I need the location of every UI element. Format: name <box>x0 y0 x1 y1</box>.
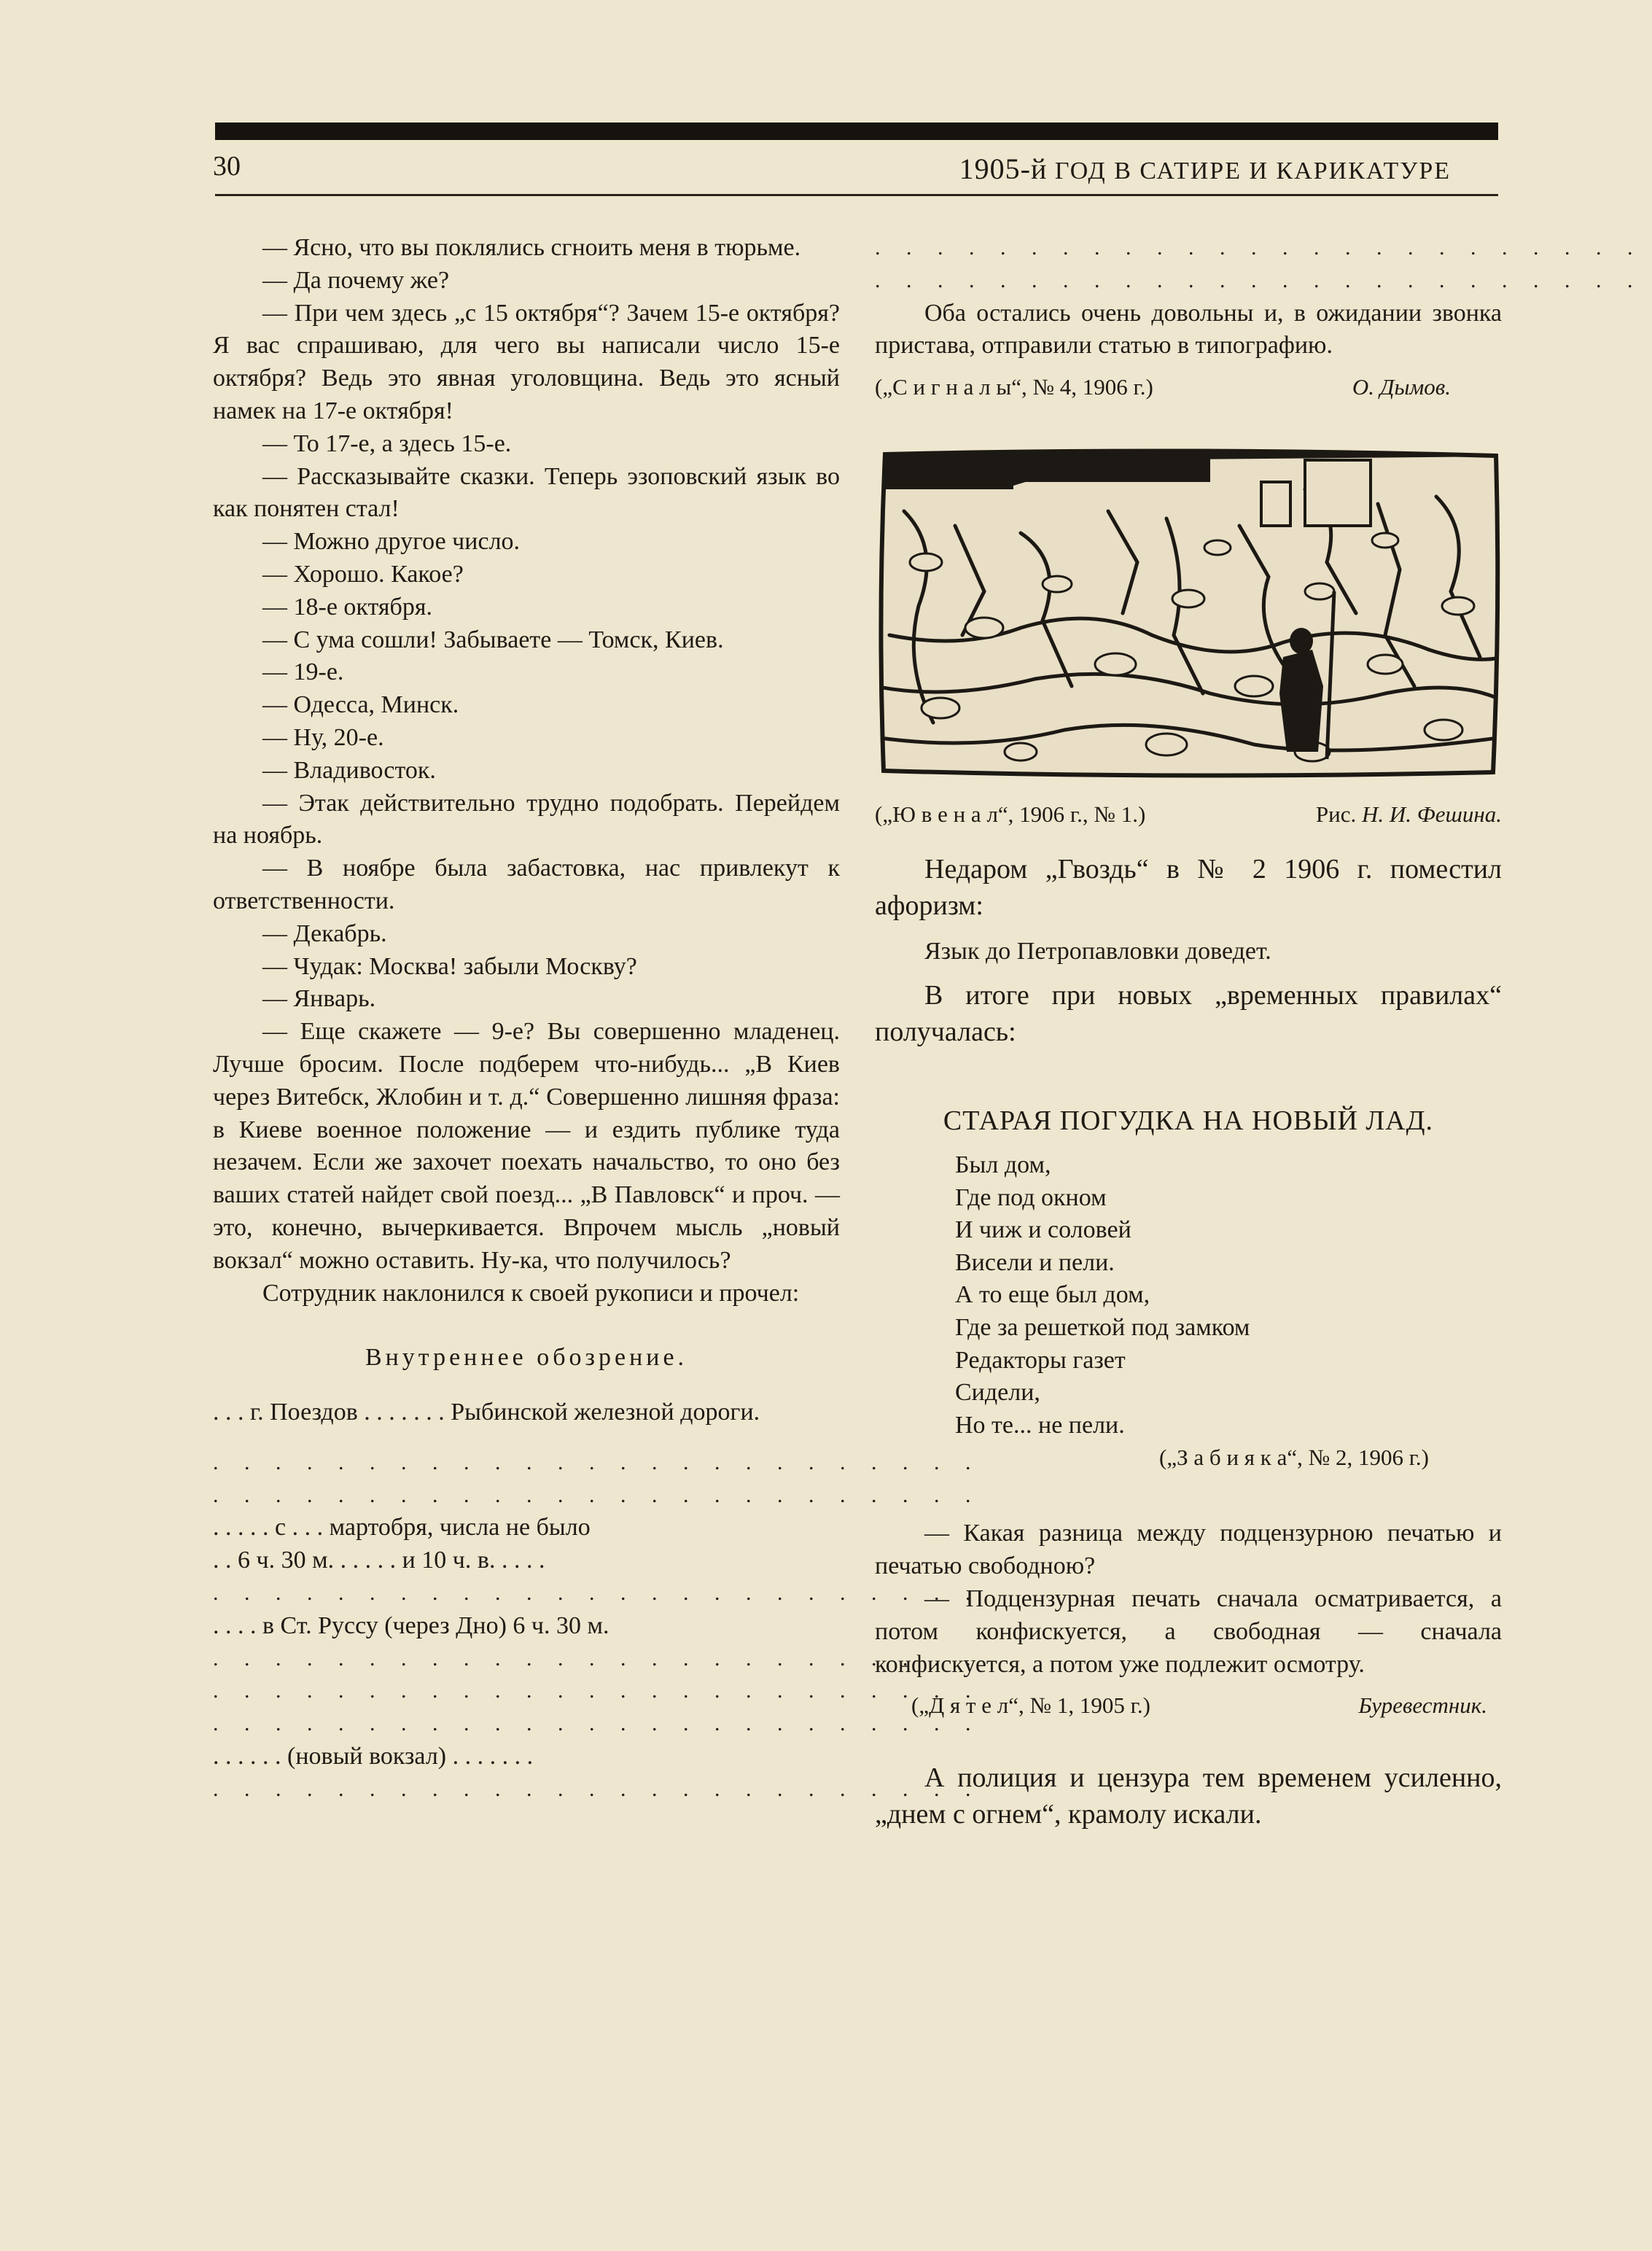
narration-paragraph: В итоге при новых „временных правилах“ получалась: <box>875 979 1502 1047</box>
narration-paragraph: Сотрудник наклонился к своей рукописи и прочел: <box>262 1279 800 1307</box>
dialogue-line: — Ясно, что вы поклялись сгноить меня в тюрьме. <box>262 234 801 261</box>
dialogue-line: — Ну, 20-е. <box>262 723 384 751</box>
caption-prefix: Рис. <box>1315 801 1362 828</box>
ellipsis-row: . . . . . . . . . . . . . . . . . . . . . . . . . <box>213 1646 981 1671</box>
dialogue-line: — Этак действительно трудно подобрать. Перейдем на ноябрь. <box>213 789 840 850</box>
dialogue-line: — Январь. <box>262 985 376 1013</box>
dialogue-line: — Хорошо. Какое? <box>262 560 464 588</box>
caption-artist: Н. И. Фешина. <box>1362 801 1502 828</box>
poem-line: И чиж и соловей <box>955 1216 1131 1244</box>
dialogue-line: — Рассказывайте сказки. Теперь эзоповский язык во как понятен стал! <box>213 462 840 523</box>
dialogue-line: — 18-е октября. <box>262 593 432 621</box>
review-title: Внутреннее обозрение. <box>365 1344 688 1372</box>
source-citation <box>875 1690 1502 1722</box>
right-column <box>875 232 1643 1832</box>
dialogue-line: — Подцензурная печать сначала осматривается, а потом конфискуется, а свободная — сначала конфискуется, а потом уже подлежит осмотру. <box>875 1585 1502 1678</box>
page-number: 30 <box>213 151 241 182</box>
narration-paragraph: Недаром „Гвоздь“ в № 2 1906 г. поместил афоризм: <box>875 854 1502 922</box>
running-head <box>959 152 1451 186</box>
citation-source: („З а б и я к а“, № 2, 1906 г.) <box>1159 1445 1429 1471</box>
poem-line: Висели и пели. <box>955 1248 1115 1276</box>
poem-line: Но те... не пели. <box>955 1411 1125 1439</box>
poem-line: Где под окном <box>955 1183 1107 1211</box>
review-line: . . . . . с . . . мартобря, числа не было <box>213 1514 591 1542</box>
source-citation <box>875 371 1502 403</box>
dialogue-line: — В ноябре была забастовка, нас привлекут к ответственности. <box>213 855 840 914</box>
ellipsis-row: . . . . . . . . . . . . . . . . . . . . . . . . . <box>213 1679 981 1703</box>
narration-paragraph: А полиция и цензура тем временем усиленно, „днем с огнем“, крамолу искали. <box>875 1762 1502 1830</box>
poem-line: А то еще был дом, <box>955 1281 1150 1309</box>
narration-paragraph: Оба остались очень довольны и, в ожидании звонка пристава, отправили статью в типографию. <box>875 299 1502 359</box>
ellipsis-row: . . . . . . . . . . . . . . . . . . . . . . . . . <box>213 1711 981 1736</box>
poem-line: Где за решеткой под замком <box>955 1313 1250 1341</box>
poem-line: Сидели, <box>955 1379 1040 1407</box>
poem-line: Редакторы газет <box>955 1346 1126 1374</box>
ellipsis-row: . . . . . . . . . . . . . . . . . . . . . . . . . <box>213 1450 981 1474</box>
ellipsis-row: . . . . . . . . . . . . . . . . . . . . . . . . . <box>213 1482 981 1507</box>
dialogue-line: — При чем здесь „с 15 октября“? Зачем 15-е октября? Я вас спрашиваю, для чего вы написали число 15-е октября? Ведь это явная уголовщина. Ведь это ясный намек на 17-е октября! <box>213 299 840 424</box>
poem-title: СТАРАЯ ПОГУДКА НА НОВЫЙ ЛАД. <box>943 1105 1434 1136</box>
dialogue-line: — Да почему же? <box>262 266 450 294</box>
dialogue-line: — Чудак: Москва! забыли Москву? <box>262 952 637 980</box>
poem-line: Был дом, <box>955 1151 1051 1178</box>
aphorism: Язык до Петропавловки доведет. <box>924 938 1271 965</box>
review-line: . . 6 ч. 30 м. . . . . . и 10 ч. в. . . . . <box>213 1547 545 1574</box>
dialogue-line: — Еще скажете — 9-е? Вы совершенно младенец. Лучше бросим. После подберем что-нибудь... „В Киев через Витебск, Жлобин и т. д.“ Совершенно лишняя фраза: в Киеве военное положение — и ездить публике туда незачем. Если же захочет поехать начальство, то оно без ваших статей найдет свой поезд... „В Павловск“ и проч. — это, конечно, вычеркивается. Впрочем мысль „новый вокзал“ можно оставить. Ну-ка, что получилось? <box>213 1018 840 1274</box>
citation-source: („С и г н а л ы“, № 4, 1906 г.) <box>875 374 1153 400</box>
dialogue-line: — То 17-е, а здесь 15-е. <box>262 429 512 457</box>
engraving-icon <box>875 446 1503 781</box>
review-line: . . . . . . (новый вокзал) . . . . . . . <box>213 1743 534 1770</box>
dialogue-line: — Владивосток. <box>262 756 436 784</box>
dialogue-line: — Одесса, Минск. <box>262 691 459 719</box>
dialogue-line: — С ума сошли! Забываете — Томск, Киев. <box>262 626 724 653</box>
illustration <box>875 446 1503 781</box>
dialogue-line: — 19-е. <box>262 658 344 686</box>
left-column <box>213 232 981 1806</box>
caption-source: („Ю в е н а л“, 1906 г., № 1.) <box>875 801 1146 828</box>
review-line: . . . . в Ст. Руссу (через Дно) 6 ч. 30 м. <box>213 1612 609 1639</box>
dialogue-line: — Можно другое число. <box>262 528 521 556</box>
ellipsis-row: . . . . . . . . . . . . . . . . . . . . . . . . . <box>213 1776 981 1801</box>
header-rule <box>215 194 1498 196</box>
source-citation <box>875 1442 1502 1474</box>
illustration-caption <box>875 798 1502 831</box>
dialogue-line: — Декабрь. <box>262 920 387 947</box>
top-rule <box>215 123 1498 140</box>
ellipsis-row: . . . . . . . . . . . . . . . . . . . . . . . . . <box>875 236 1643 260</box>
ellipsis-row: . . . . . . . . . . . . . . . . . . . . . . . . . <box>875 268 1643 292</box>
citation-source: („Д я т е л“, № 1, 1905 г.) <box>911 1692 1150 1719</box>
dialogue-line: — Какая разница между подцензурною печатью и печатью свободною? <box>875 1520 1502 1580</box>
running-head-year: 1905-й <box>959 152 1048 185</box>
citation-author: Буревестник. <box>1358 1692 1487 1719</box>
running-head-title: ГОД В САТИРЕ И КАРИКАТУРЕ <box>1047 158 1451 184</box>
citation-author: О. Дымов. <box>1352 374 1451 400</box>
ellipsis-row: . . . . . . . . . . . . . . . . . . . . . . . . . <box>213 1581 981 1606</box>
review-line: . . . г. Поездов . . . . . . . Рыбинской железной дороги. <box>213 1399 760 1426</box>
